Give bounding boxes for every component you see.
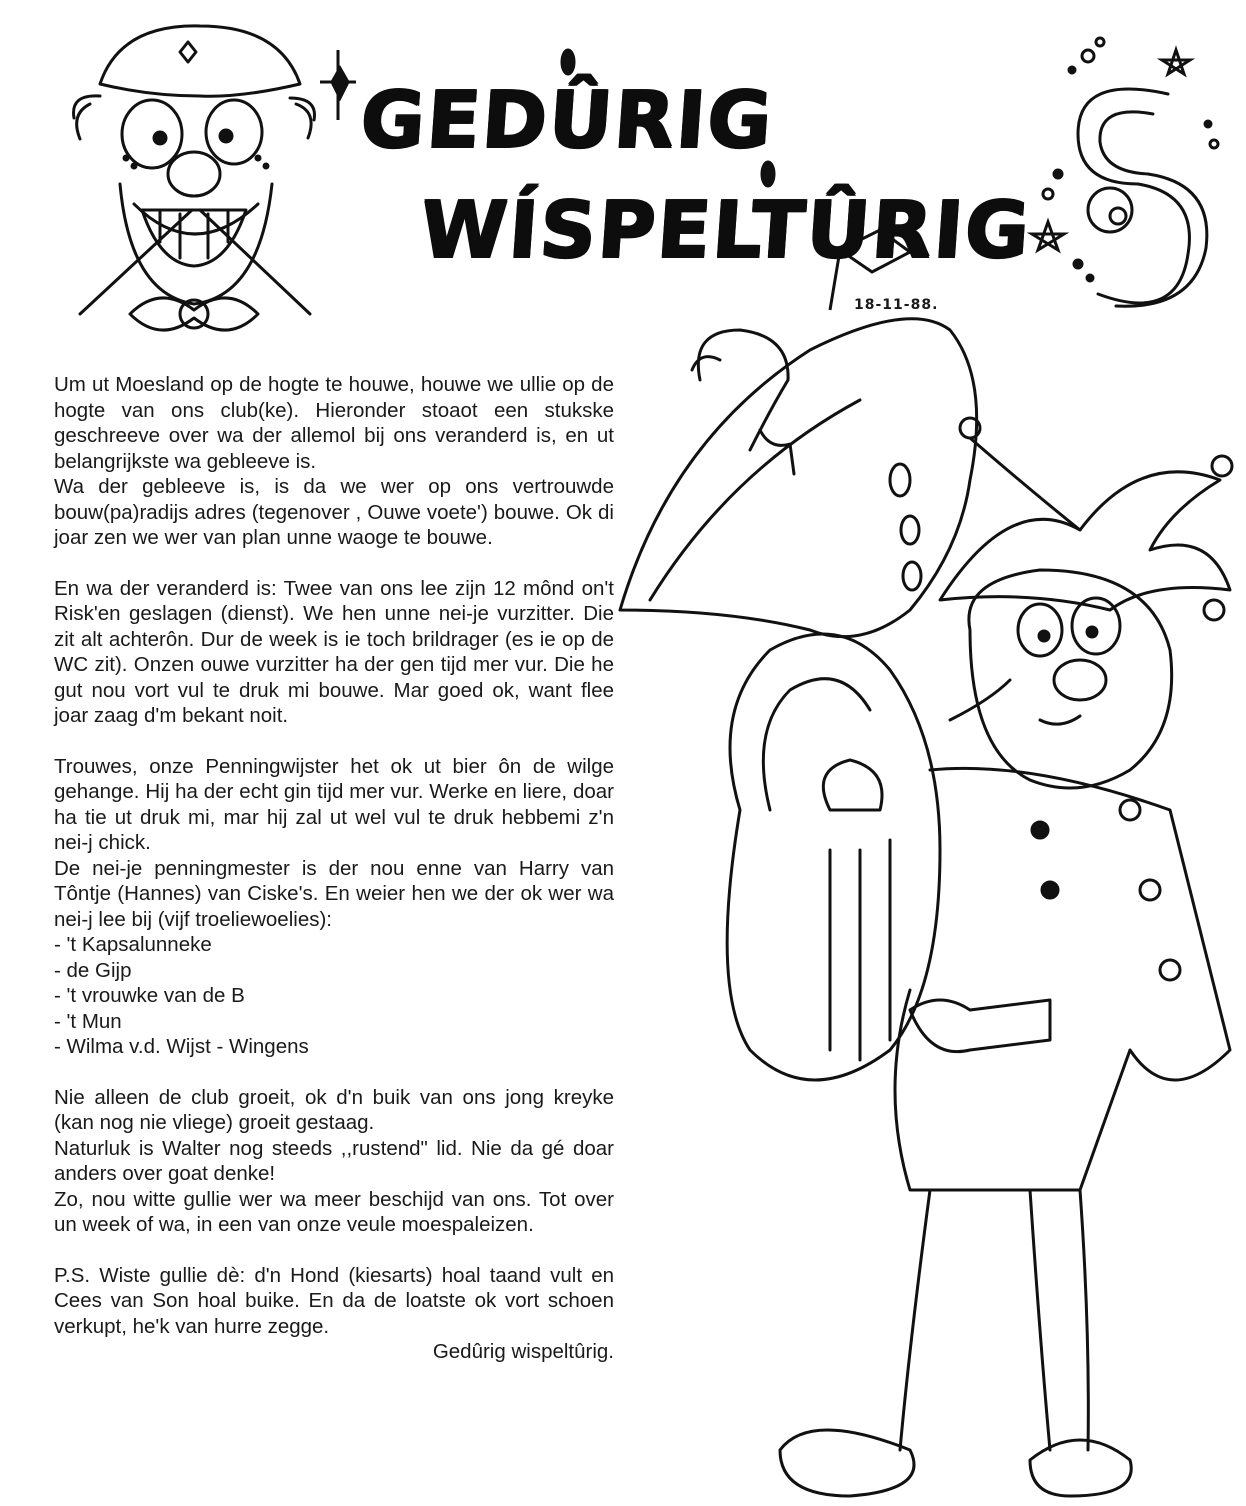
title-line-1: GEDÛRIG [356, 75, 776, 165]
article-body [54, 372, 614, 1390]
paragraph: De nei-je penningmester is der nou enne van Harry van Tôntje (Hannes) van Ciske's. En weier hen we der ok wer wa nei-j lee bij (vijf troeliewoelies): [54, 856, 614, 931]
paragraph: Naturluk is Walter nog steeds ,,rustend" lid. Nie da gé doar anders over goat denke! [54, 1136, 614, 1185]
list-item: - de Gijp [54, 958, 132, 982]
list-item: - 't Mun [54, 1009, 122, 1033]
paragraph: Um ut Moesland op de hogte te houwe, houwe we ullie op de hogte van ons club(ke). Hieronder stoaot een stukske geschreeve over wa der allemol bij ons veranderd is, en ut belangrijkste wa gebleeve is. [54, 373, 614, 473]
date-stamp: 18-11-88. [854, 297, 939, 313]
paragraph: Nie alleen de club groeit, ok d'n buik van ons jong kreyke (kan nog nie vliege) groeit gestaag. [54, 1085, 614, 1134]
clown-face-drawing [60, 14, 330, 344]
hand-drawn-title [320, 20, 1034, 320]
list-item: - 't vrouwke van de B [54, 984, 245, 1007]
title-sparkle-icon [320, 20, 940, 320]
paragraph: P.S. Wiste gullie dè: d'n Hond (kiesarts) hoal taand vult en Cees van Son hoal buike. En da de loatste ok vort schoen verkupt, he'k van hurre zegge. [54, 1263, 614, 1338]
paragraph: Wa der gebleeve is, is da we wer op ons vertrouwde bouw(pa)radijs adres (tegenover , Ouwe voete') bouwe. Ok di joar zen we wer van plan unne waoge te bouwe. [54, 475, 614, 549]
list-item: - 't Kapsalunneke [54, 933, 212, 956]
title-line-2: WÍSPELTÛRIG [416, 185, 1034, 275]
member-list [54, 932, 614, 1060]
tuba-player-jester-drawing [610, 290, 1242, 1506]
paragraph: Trouwes, onze Penningwijster het ok ut bier ôn de wilge gehange. Hij ha der echt gin tijd mer vur. Werke en liere, doar ha tie ut druk mi, mar hij zal ut wel vul te druk hebbemi z'n nei-j chick. [54, 754, 614, 854]
confetti-stickers-drawing [1018, 34, 1228, 334]
paragraph: En wa der veranderd is: Twee van ons lee zijn 12 mônd on't Risk'en geslagen (dienst). We hen unne nei-je vurzitter. Die zit alt achterôn. Dur de week is ie toch brildrager (es ie op de WC zit). Onzen ouwe vurzitter ha der gen tijd mer vur. Die he gut nou vort vul te druk mi bouwe. Mar goed ok, want flee joar zaag d'm bekant noit. [54, 576, 614, 727]
paragraph: Zo, nou witte gullie wer wa meer beschijd van ons. Tot over un week of wa, in een van onze veule moespaleizen. [54, 1187, 614, 1236]
signature: Gedûrig wispeltûrig. [432, 1340, 614, 1363]
list-item: - Wilma v.d. Wijst - Wingens [54, 1035, 309, 1058]
